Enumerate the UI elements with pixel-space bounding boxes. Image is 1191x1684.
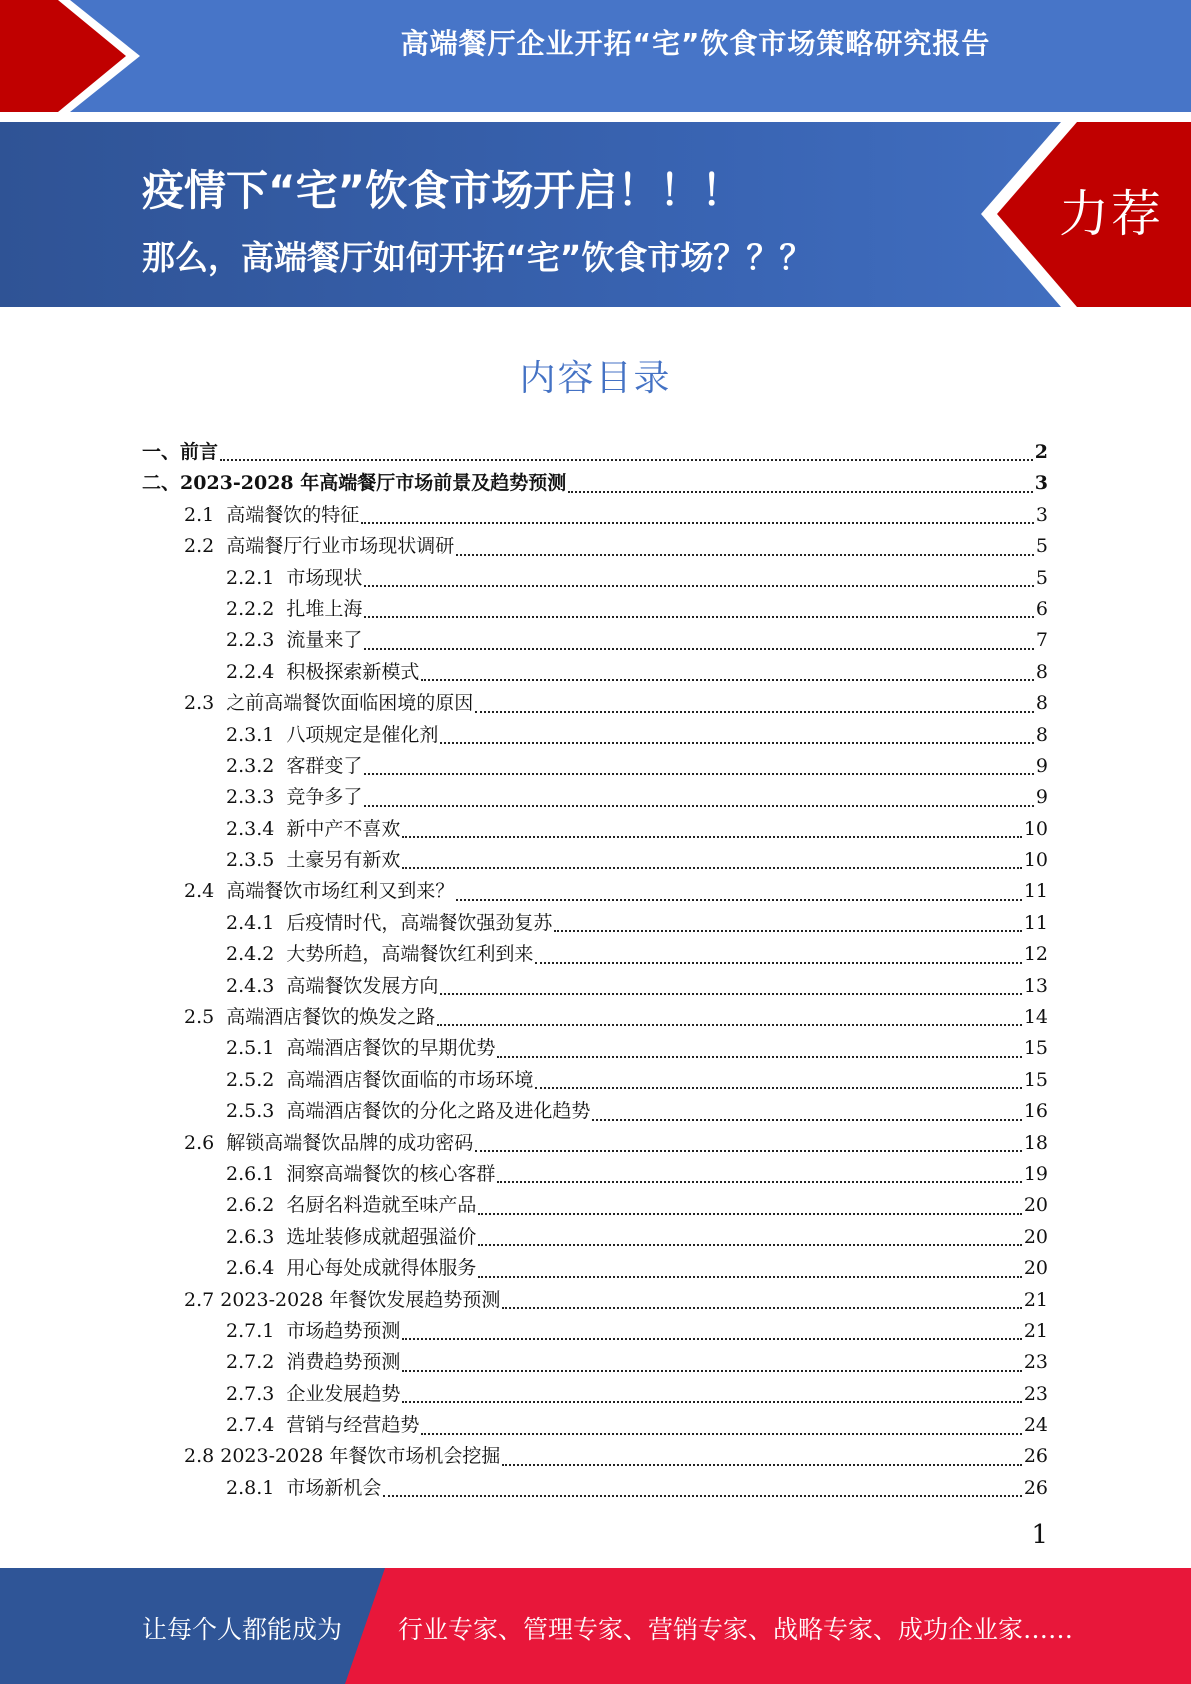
toc-entry-page: 10 bbox=[1023, 849, 1048, 872]
toc-dot-leader bbox=[497, 1056, 1021, 1058]
toc-entry-page: 5 bbox=[1035, 566, 1048, 589]
toc-entry-page: 5 bbox=[1035, 535, 1048, 558]
toc-entry-page: 9 bbox=[1035, 786, 1048, 809]
toc-entry-title: 2.5.1 高端酒店餐饮的早期优势 bbox=[226, 1037, 496, 1060]
page-number: 1 bbox=[1031, 1520, 1048, 1550]
toc-entry-title: 2.2.1 市场现状 bbox=[226, 566, 363, 589]
toc-entry[interactable] bbox=[142, 437, 1048, 468]
toc-entry[interactable] bbox=[142, 1033, 1048, 1064]
toc-dot-leader bbox=[478, 1213, 1021, 1215]
toc-dot-leader bbox=[475, 1150, 1022, 1152]
toc-entry[interactable] bbox=[142, 1442, 1048, 1473]
footer-expert-list: 行业专家、管理专家、营销专家、战略专家、成功企业家…… bbox=[398, 1615, 1074, 1644]
toc-entry-page: 10 bbox=[1023, 817, 1048, 840]
toc-entry-page: 19 bbox=[1023, 1162, 1048, 1185]
toc-entry-title: 2.3.4 新中产不喜欢 bbox=[226, 817, 401, 840]
toc-entry[interactable] bbox=[142, 1347, 1048, 1378]
toc-dot-leader bbox=[364, 805, 1033, 807]
toc-dot-leader bbox=[402, 1401, 1021, 1403]
toc-entry-title: 2.6.2 名厨名料造就至味产品 bbox=[226, 1194, 477, 1217]
toc-entry-page: 11 bbox=[1023, 880, 1048, 903]
toc-dot-leader bbox=[478, 1276, 1021, 1278]
toc-dot-leader bbox=[421, 679, 1033, 681]
toc-entry-title: 2.8 2023-2028 年餐饮市场机会挖掘 bbox=[184, 1445, 501, 1468]
toc-entry-title: 2.7.2 消费趋势预测 bbox=[226, 1351, 401, 1374]
toc-entry[interactable] bbox=[142, 1285, 1048, 1316]
toc-title: 内容目录 bbox=[519, 358, 672, 399]
toc-entry-title: 2.4.2 大势所趋，高端餐饮红利到来 bbox=[226, 943, 534, 966]
toc-dot-leader bbox=[502, 1464, 1021, 1466]
toc-entry[interactable] bbox=[142, 939, 1048, 970]
toc-dot-leader bbox=[364, 773, 1033, 775]
toc-entry-title: 2.2.3 流量来了 bbox=[226, 629, 363, 652]
toc-dot-leader bbox=[402, 1338, 1021, 1340]
toc-dot-leader bbox=[502, 1307, 1021, 1309]
toc-entry[interactable] bbox=[142, 1379, 1048, 1410]
toc-dot-leader bbox=[361, 522, 1034, 524]
toc-entry-page: 21 bbox=[1023, 1319, 1048, 1342]
toc-entry[interactable] bbox=[142, 876, 1048, 907]
toc-entry[interactable] bbox=[142, 1096, 1048, 1127]
toc-entry-page: 12 bbox=[1023, 943, 1048, 966]
toc-entry-page: 9 bbox=[1035, 754, 1048, 777]
toc-entry-page: 14 bbox=[1023, 1006, 1048, 1029]
footer-slogan: 让每个人都能成为 bbox=[142, 1615, 343, 1644]
toc-entry-page: 6 bbox=[1035, 597, 1048, 620]
toc-entry-page: 2 bbox=[1034, 440, 1048, 463]
toc-entry[interactable] bbox=[142, 657, 1048, 688]
toc-entry[interactable] bbox=[142, 720, 1048, 751]
toc-entry-page: 7 bbox=[1035, 629, 1048, 652]
toc-dot-leader bbox=[440, 993, 1021, 995]
toc-dot-leader bbox=[497, 1181, 1021, 1183]
toc-entry-page: 20 bbox=[1023, 1257, 1048, 1280]
toc-entry-page: 8 bbox=[1035, 692, 1048, 715]
toc-dot-leader bbox=[440, 742, 1033, 744]
toc-entry-page: 15 bbox=[1023, 1037, 1048, 1060]
toc-dot-leader bbox=[535, 962, 1021, 964]
toc-entry-title: 2.4 高端餐饮市场红利又到来？ bbox=[184, 880, 455, 903]
report-title: 高端餐厅企业开拓“宅”饮食市场策略研究报告 bbox=[400, 27, 991, 60]
toc-entry-page: 8 bbox=[1035, 723, 1048, 746]
toc-entry[interactable] bbox=[142, 1002, 1048, 1033]
toc-entry[interactable] bbox=[142, 1190, 1048, 1221]
hero-headline: 疫情下“宅”饮食市场开启！！！ bbox=[142, 166, 744, 215]
top-banner bbox=[0, 0, 1191, 112]
toc-dot-leader bbox=[383, 1495, 1021, 1497]
toc-entry-title: 2.6 解锁高端餐饮品牌的成功密码 bbox=[184, 1131, 474, 1154]
toc-entry[interactable] bbox=[142, 1316, 1048, 1347]
toc-entry-title: 2.4.1 后疫情时代，高端餐饮强劲复苏 bbox=[226, 911, 553, 934]
toc-entry-title: 2.5 高端酒店餐饮的焕发之路 bbox=[184, 1006, 436, 1029]
toc-entry-page: 16 bbox=[1023, 1100, 1048, 1123]
toc-dot-leader bbox=[475, 711, 1034, 713]
toc-entry-title: 2.6.3 选址装修成就超强溢价 bbox=[226, 1225, 477, 1248]
toc-dot-leader bbox=[364, 585, 1033, 587]
toc-entry-title: 2.3 之前高端餐饮面临困境的原因 bbox=[184, 692, 474, 715]
toc-entry-page: 3 bbox=[1034, 472, 1048, 495]
footer-banner bbox=[0, 1568, 1191, 1684]
toc-dot-leader bbox=[478, 1244, 1021, 1246]
toc-entry[interactable] bbox=[142, 1473, 1048, 1504]
toc-dot-leader bbox=[402, 1370, 1021, 1372]
toc-entry[interactable] bbox=[142, 563, 1048, 594]
toc-entry[interactable] bbox=[142, 1065, 1048, 1096]
toc-entry-title: 2.6.4 用心每处成就得体服务 bbox=[226, 1257, 477, 1280]
toc-entry-title: 2.8.1 市场新机会 bbox=[226, 1476, 382, 1499]
toc-entry-page: 11 bbox=[1023, 911, 1048, 934]
toc-entry-page: 20 bbox=[1023, 1225, 1048, 1248]
toc-dot-leader bbox=[421, 1433, 1021, 1435]
toc-entry-title: 二、2023-2028 年高端餐厅市场前景及趋势预测 bbox=[142, 472, 567, 495]
toc-entry-page: 15 bbox=[1023, 1068, 1048, 1091]
toc-entry-title: 2.2 高端餐厅行业市场现状调研 bbox=[184, 535, 455, 558]
toc-entry-page: 23 bbox=[1023, 1351, 1048, 1374]
toc-entry-title: 2.6.1 洞察高端餐饮的核心客群 bbox=[226, 1162, 496, 1185]
toc-entry-title: 一、前言 bbox=[142, 440, 219, 463]
toc-entry-title: 2.3.2 客群变了 bbox=[226, 754, 363, 777]
recommend-badge: 力荐 bbox=[1059, 185, 1163, 243]
toc-entry[interactable] bbox=[142, 594, 1048, 625]
toc-dot-leader bbox=[437, 1024, 1022, 1026]
hero-subheadline: 那么，高端餐厅如何开拓“宅”饮食市场？？？ bbox=[142, 238, 813, 277]
toc-entry-page: 23 bbox=[1023, 1382, 1048, 1405]
toc-entry[interactable] bbox=[142, 814, 1048, 845]
toc-dot-leader bbox=[554, 930, 1021, 932]
toc-entry[interactable] bbox=[142, 1222, 1048, 1253]
hero-banner bbox=[0, 122, 1191, 307]
toc-entry-page: 8 bbox=[1035, 660, 1048, 683]
toc-entry-title: 2.3.5 土豪另有新欢 bbox=[226, 849, 401, 872]
toc-entry-title: 2.3.1 八项规定是催化剂 bbox=[226, 723, 439, 746]
toc-dot-leader bbox=[402, 867, 1021, 869]
toc-entry[interactable] bbox=[142, 688, 1048, 719]
toc-entry-page: 3 bbox=[1035, 503, 1048, 526]
toc-entry[interactable] bbox=[142, 531, 1048, 562]
toc-entry-page: 24 bbox=[1023, 1414, 1048, 1437]
toc-dot-leader bbox=[220, 459, 1033, 461]
toc-entry-page: 18 bbox=[1023, 1131, 1048, 1154]
toc-entry[interactable] bbox=[142, 845, 1048, 876]
toc-entry[interactable] bbox=[142, 782, 1048, 813]
toc-dot-leader bbox=[535, 1087, 1021, 1089]
toc-dot-leader bbox=[364, 648, 1033, 650]
toc-dot-leader bbox=[456, 899, 1022, 901]
toc-entry-page: 20 bbox=[1023, 1194, 1048, 1217]
toc-entry-title: 2.3.3 竞争多了 bbox=[226, 786, 363, 809]
toc-entry-title: 2.2.2 扎堆上海 bbox=[226, 597, 363, 620]
toc-entry-title: 2.2.4 积极探索新模式 bbox=[226, 660, 420, 683]
toc-dot-leader bbox=[456, 554, 1034, 556]
toc-entry-title: 2.5.3 高端酒店餐饮的分化之路及进化趋势 bbox=[226, 1100, 591, 1123]
toc-entry-title: 2.7.3 企业发展趋势 bbox=[226, 1382, 401, 1405]
toc-entry-title: 2.4.3 高端餐饮发展方向 bbox=[226, 974, 439, 997]
toc-entry-page: 26 bbox=[1023, 1476, 1048, 1499]
toc-entry-page: 21 bbox=[1023, 1288, 1048, 1311]
toc-dot-leader bbox=[568, 491, 1033, 493]
toc-entry[interactable] bbox=[142, 1159, 1048, 1190]
toc-entry-title: 2.7.1 市场趋势预测 bbox=[226, 1319, 401, 1342]
toc-entry[interactable] bbox=[142, 1410, 1048, 1441]
toc-entry-page: 13 bbox=[1023, 974, 1048, 997]
toc-entry[interactable] bbox=[142, 500, 1048, 531]
toc-dot-leader bbox=[592, 1119, 1021, 1121]
toc-entry-title: 2.7.4 营销与经营趋势 bbox=[226, 1414, 420, 1437]
table-of-contents bbox=[142, 437, 1048, 1504]
toc-dot-leader bbox=[402, 836, 1021, 838]
toc-entry-title: 2.1 高端餐饮的特征 bbox=[184, 503, 360, 526]
toc-entry-title: 2.5.2 高端酒店餐饮面临的市场环境 bbox=[226, 1068, 534, 1091]
toc-entry-title: 2.7 2023-2028 年餐饮发展趋势预测 bbox=[184, 1288, 501, 1311]
toc-entry[interactable] bbox=[142, 751, 1048, 782]
toc-entry[interactable] bbox=[142, 908, 1048, 939]
toc-dot-leader bbox=[364, 616, 1033, 618]
toc-entry[interactable] bbox=[142, 468, 1048, 499]
toc-entry-page: 26 bbox=[1023, 1445, 1048, 1468]
toc-entry[interactable] bbox=[142, 1253, 1048, 1284]
toc-entry[interactable] bbox=[142, 625, 1048, 656]
toc-entry[interactable] bbox=[142, 1128, 1048, 1159]
banner-arrow-decoration bbox=[0, 0, 160, 112]
toc-entry[interactable] bbox=[142, 971, 1048, 1002]
